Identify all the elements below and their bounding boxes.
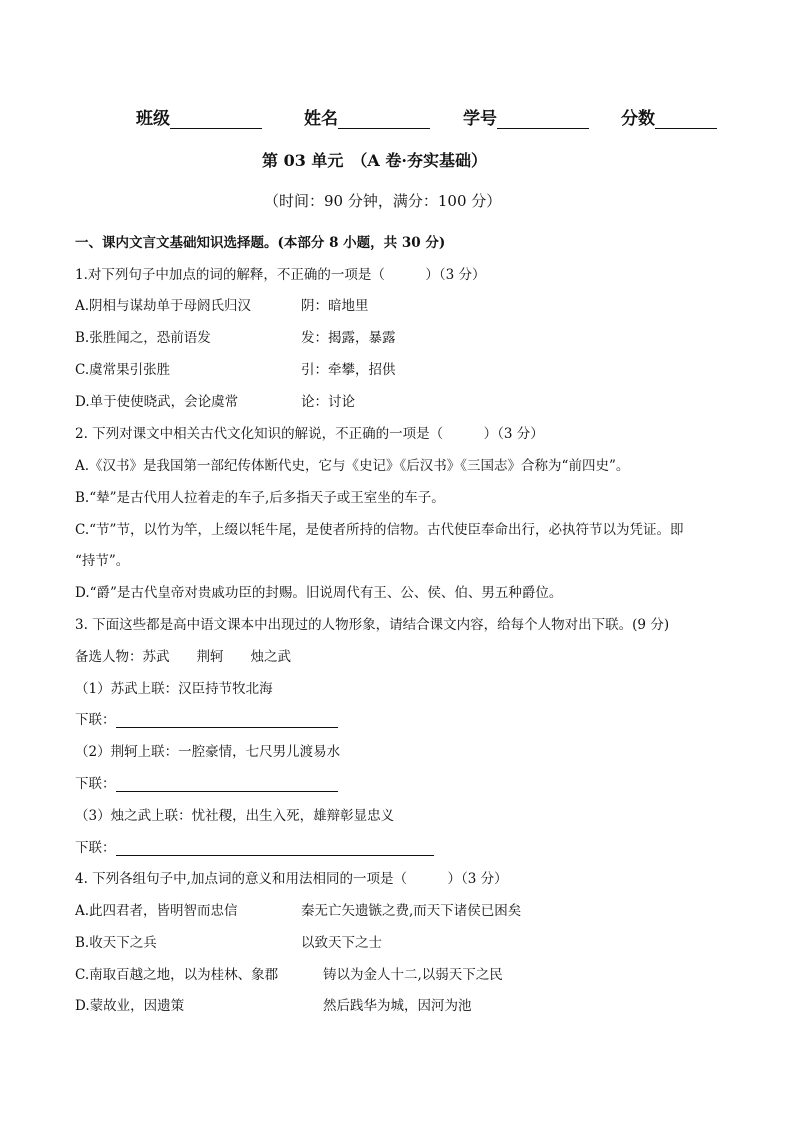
question-1-stem: 1.对下列句子中加点的词的解释，不正确的一项是（ ）（3 分） [75, 267, 486, 283]
question-3-stem: 3. 下面这些都是高中语文课本中出现过的人物形象，请结合课文内容，给每个人物对出下联。(9 分) [75, 617, 670, 633]
question-3-answer-1[interactable] [75, 708, 338, 728]
name-label: 姓名 [304, 109, 338, 129]
option-c-sentence: C.南取百越之地，以为桂林、象郡 [75, 967, 279, 983]
student-id-label: 学号 [463, 109, 497, 129]
option-a-sentence: A.此四君者，皆明智而忠信 [75, 903, 238, 919]
option-a-sentence: A.阴相与谋劫单于母阏氏归汉 [75, 298, 252, 314]
page-title: 第 03 单元 （A 卷·夯实基础） [262, 151, 487, 170]
question-2-option-a[interactable]: A.《汉书》是我国第一部纪传体断代史，它与《史记》《后汉书》《三国志》合称为“前四史”。 [75, 458, 630, 474]
option-c-compare: 铸以为金人十二,以弱天下之民 [323, 967, 503, 983]
question-3-part-2: （2）荆轲上联：一腔豪情，七尺男儿渡易水 [75, 744, 341, 760]
option-b-sentence: B.张胜闻之，恐前语发 [75, 330, 211, 346]
question-3-answer-2[interactable] [75, 772, 338, 792]
question-4-option-d[interactable] [75, 994, 472, 1014]
answer-label: 下联： [75, 840, 116, 856]
question-2-option-d[interactable]: D.“爵”是古代皇帝对贵戚功臣的封赐。旧说周代有王、公、侯、伯、男五种爵位。 [75, 585, 563, 601]
question-3-answer-3[interactable] [75, 836, 434, 856]
class-blank[interactable] [170, 112, 262, 129]
option-d-sentence: D.单于使使晓武，会论虞常 [75, 394, 239, 410]
question-1-option-d[interactable] [75, 390, 355, 410]
question-2-option-c[interactable]: C.“节”节，以竹为竿，上缀以牦牛尾，是使者所持的信物。古代使臣奉命出行，必执符节以为凭证。即 [75, 522, 684, 538]
option-b-sentence: B.收天下之兵 [75, 935, 157, 951]
answer-blank-3[interactable] [116, 841, 434, 856]
question-3-part-1: （1）苏武上联：汉臣持节牧北海 [75, 681, 273, 697]
answer-blank-1[interactable] [116, 713, 338, 728]
answer-blank-2[interactable] [116, 777, 338, 792]
question-4-stem: 4. 下列各组句子中,加点词的意义和用法相同的一项是（ ）（3 分） [75, 871, 508, 887]
student-id-blank[interactable] [497, 112, 589, 129]
question-1-option-a[interactable] [75, 294, 369, 314]
exam-info: （时间：90 分钟，满分：100 分） [264, 192, 502, 210]
question-4-option-b[interactable] [75, 931, 382, 951]
question-1-option-b[interactable] [75, 326, 396, 346]
question-3-candidates: 备选人物：苏武 荆轲 烛之武 [75, 649, 291, 665]
question-4-option-c[interactable] [75, 963, 503, 983]
option-b-explanation: 发：揭露，暴露 [301, 330, 396, 346]
option-c-explanation: 引：牵攀，招供 [301, 362, 396, 378]
score-blank[interactable] [655, 112, 717, 129]
answer-label: 下联： [75, 776, 116, 792]
option-b-compare: 以致天下之士 [301, 935, 382, 951]
class-label: 班级 [136, 109, 170, 129]
name-blank[interactable] [338, 112, 430, 129]
question-3-part-3: （3）烛之武上联：忧社稷，出生入死，雄辩彰显忠义 [75, 808, 395, 824]
option-d-sentence: D.蒙故业，因遗策 [75, 998, 185, 1014]
question-2-stem: 2. 下列对课文中相关古代文化知识的解说，不正确的一项是（ ）（3 分） [75, 426, 544, 442]
score-field[interactable] [621, 104, 717, 129]
option-c-sentence: C.虞常果引张胜 [75, 362, 171, 378]
student-id-field[interactable] [463, 104, 589, 129]
class-field[interactable] [136, 104, 262, 129]
question-2-option-b[interactable]: B.“辇”是古代用人拉着走的车子,后多指天子或王室坐的车子。 [75, 490, 445, 506]
option-a-explanation: 阴：暗地里 [301, 298, 369, 314]
name-field[interactable] [304, 104, 430, 129]
option-d-explanation: 论：讨论 [301, 394, 355, 410]
score-label: 分数 [621, 109, 655, 129]
question-2-option-c-continued: “持节”。 [75, 553, 130, 569]
section-heading: 一、课内文言文基础知识选择题。(本部分 8 小题，共 30 分) [75, 235, 446, 251]
option-a-compare: 秦无亡矢遗镞之费,而天下诸侯已困矣 [301, 903, 522, 919]
option-d-compare: 然后践华为城，因河为池 [323, 998, 472, 1014]
question-1-option-c[interactable] [75, 358, 396, 378]
answer-label: 下联： [75, 712, 116, 728]
question-4-option-a[interactable] [75, 899, 522, 919]
